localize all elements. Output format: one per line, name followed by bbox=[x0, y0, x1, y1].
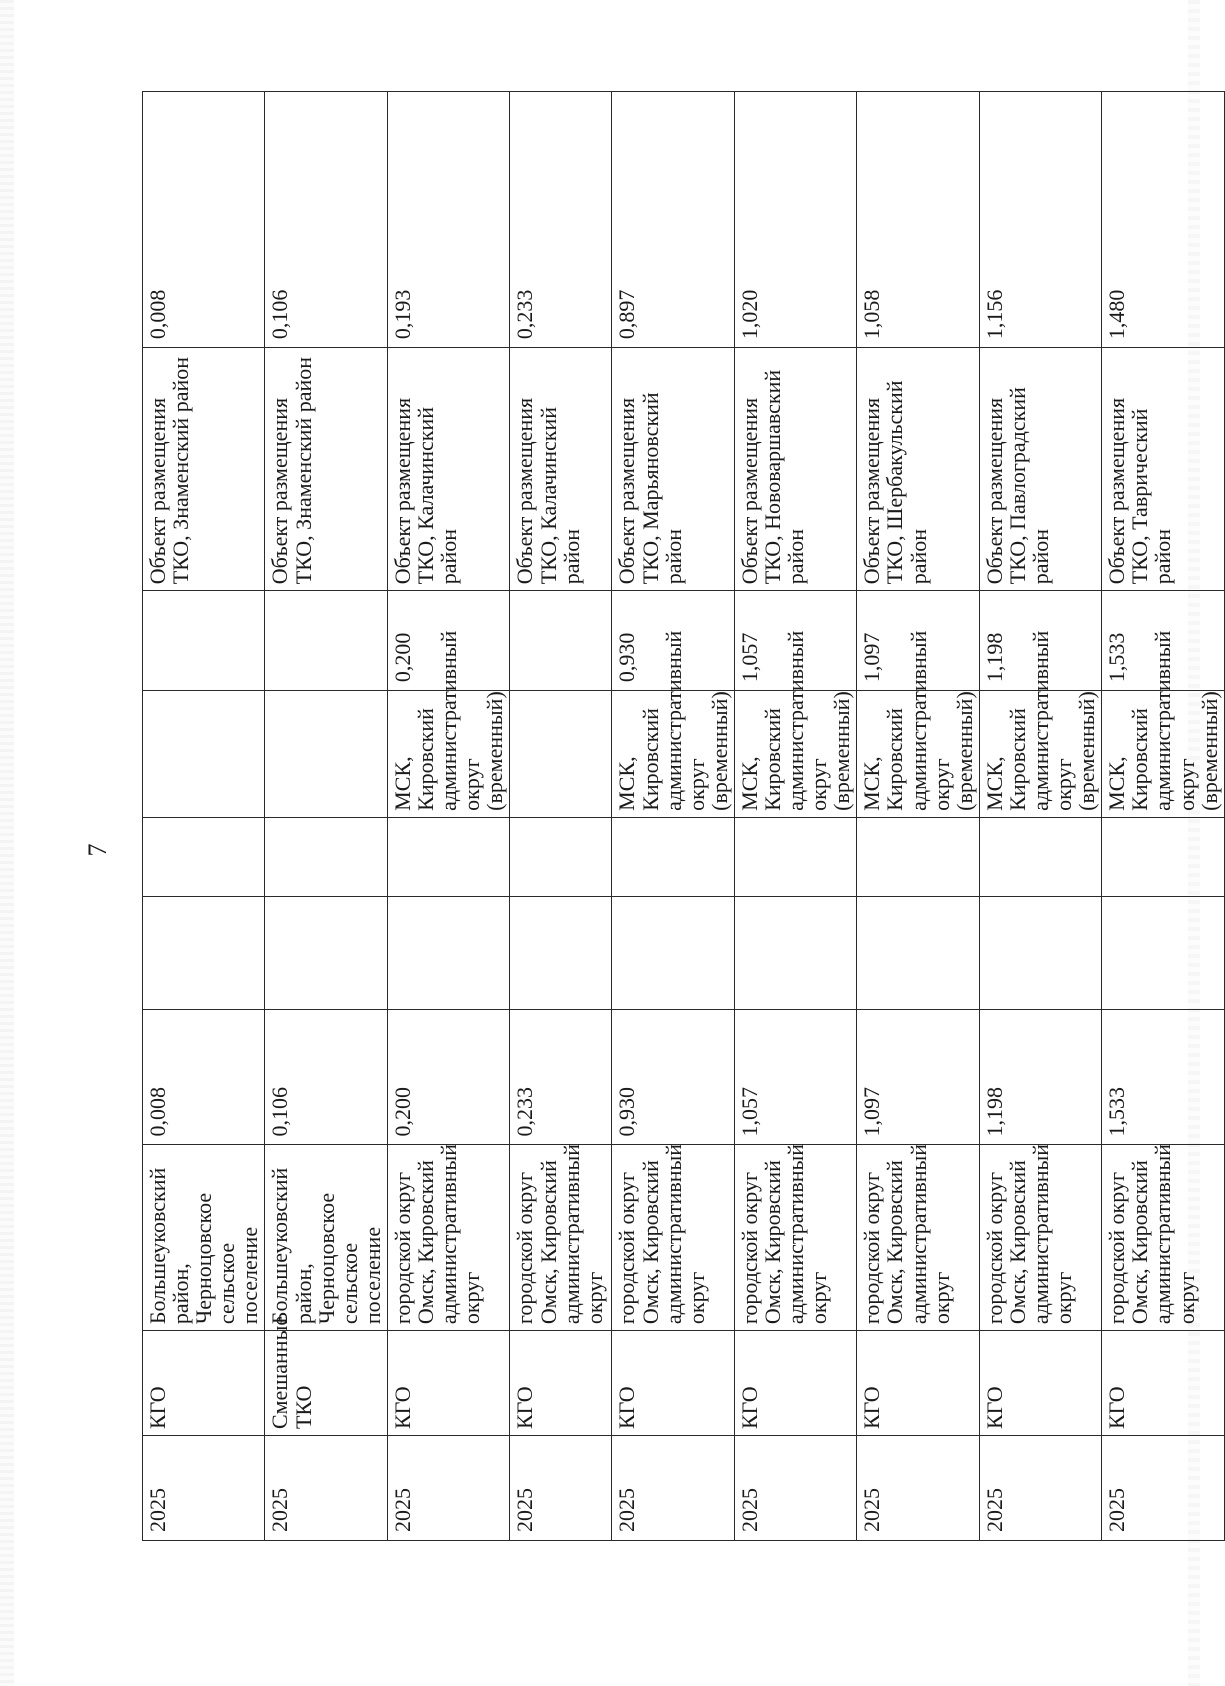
scan-edge-left bbox=[0, 0, 14, 1686]
page-number: 7 bbox=[83, 843, 112, 857]
cell-disposal-facility: Объект размещения ТКО, Знаменский район bbox=[265, 348, 387, 591]
table-row bbox=[265, 92, 387, 1541]
cell-source-location: Большеуковский район, Черноцовское сельское поселение bbox=[143, 1145, 265, 1331]
cell-blank-col-5 bbox=[1102, 897, 1224, 1010]
cell-disposal-facility: Объект размещения ТКО, Павлоградский район bbox=[979, 348, 1101, 591]
cell-disposal-facility: Объект размещения ТКО, Калачинский район bbox=[510, 348, 612, 591]
cell-blank-col-5 bbox=[734, 897, 856, 1010]
cell-blank-col-6 bbox=[510, 817, 612, 896]
cell-intermediate-volume: 0,200 bbox=[387, 591, 509, 691]
cell-intermediate-volume bbox=[143, 591, 265, 691]
cell-source-location: городской округ Омск, Кировский административный округ bbox=[1102, 1145, 1224, 1331]
cell-source-location: Большеуковский район, Черноцовское сельское поселение bbox=[265, 1145, 387, 1331]
cell-waste-type: КГО bbox=[857, 1331, 979, 1436]
cell-intermediate-facility: МСК, Кировский административный округ (временный) bbox=[1102, 691, 1224, 818]
table-row bbox=[510, 92, 612, 1541]
table-row bbox=[143, 92, 265, 1541]
cell-source-location: городской округ Омск, Кировский административный округ bbox=[979, 1145, 1101, 1331]
cell-intermediate-facility bbox=[510, 691, 612, 818]
cell-source-volume: 1,533 bbox=[1102, 1009, 1224, 1145]
cell-blank-col-6 bbox=[857, 817, 979, 896]
cell-intermediate-volume: 1,198 bbox=[979, 591, 1101, 691]
cell-intermediate-volume bbox=[510, 591, 612, 691]
cell-source-location: городской округ Омск, Кировский административный округ bbox=[734, 1145, 856, 1331]
cell-intermediate-volume: 0,930 bbox=[612, 591, 734, 691]
cell-waste-type: КГО bbox=[143, 1331, 265, 1436]
cell-disposal-volume: 1,058 bbox=[857, 92, 979, 348]
cell-intermediate-facility bbox=[143, 691, 265, 818]
cell-intermediate-facility: МСК, Кировский административный округ (временный) bbox=[387, 691, 509, 818]
cell-blank-col-5 bbox=[612, 897, 734, 1010]
cell-source-volume: 1,057 bbox=[734, 1009, 856, 1145]
cell-disposal-volume: 0,193 bbox=[387, 92, 509, 348]
cell-waste-type: КГО bbox=[1102, 1331, 1224, 1436]
cell-intermediate-facility: МСК, Кировский административный округ (временный) bbox=[734, 691, 856, 818]
cell-year: 2025 bbox=[612, 1436, 734, 1541]
cell-disposal-volume: 0,233 bbox=[510, 92, 612, 348]
cell-intermediate-volume: 1,097 bbox=[857, 591, 979, 691]
table-row bbox=[979, 92, 1101, 1541]
table-row bbox=[857, 92, 979, 1541]
cell-disposal-volume: 0,008 bbox=[143, 92, 265, 348]
cell-source-volume: 1,198 bbox=[979, 1009, 1101, 1145]
cell-intermediate-facility: МСК, Кировский административный округ (временный) bbox=[857, 691, 979, 818]
cell-source-volume: 0,200 bbox=[387, 1009, 509, 1145]
cell-intermediate-facility: МСК, Кировский административный округ (временный) bbox=[979, 691, 1101, 818]
cell-year: 2025 bbox=[387, 1436, 509, 1541]
cell-waste-type: Смешанные ТКО bbox=[265, 1331, 387, 1436]
cell-disposal-facility: Объект размещения ТКО, Марьяновский район bbox=[612, 348, 734, 591]
cell-source-volume: 0,233 bbox=[510, 1009, 612, 1145]
cell-disposal-facility: Объект размещения ТКО, Таврический район bbox=[1102, 348, 1224, 591]
cell-source-volume: 1,097 bbox=[857, 1009, 979, 1145]
cell-intermediate-volume: 1,057 bbox=[734, 591, 856, 691]
table-row bbox=[734, 92, 856, 1541]
cell-blank-col-5 bbox=[387, 897, 509, 1010]
cell-source-volume: 0,930 bbox=[612, 1009, 734, 1145]
cell-intermediate-facility: МСК, Кировский административный округ (временный) bbox=[612, 691, 734, 818]
cell-blank-col-6 bbox=[979, 817, 1101, 896]
cell-blank-col-5 bbox=[265, 897, 387, 1010]
cell-waste-type: КГО bbox=[510, 1331, 612, 1436]
cell-blank-col-6 bbox=[387, 817, 509, 896]
cell-year: 2025 bbox=[510, 1436, 612, 1541]
cell-blank-col-5 bbox=[143, 897, 265, 1010]
cell-year: 2025 bbox=[734, 1436, 856, 1541]
cell-intermediate-facility bbox=[265, 691, 387, 818]
cell-year: 2025 bbox=[143, 1436, 265, 1541]
cell-blank-col-6 bbox=[265, 817, 387, 896]
cell-blank-col-6 bbox=[143, 817, 265, 896]
cell-waste-type: КГО bbox=[612, 1331, 734, 1436]
cell-blank-col-6 bbox=[1102, 817, 1224, 896]
cell-disposal-facility: Объект размещения ТКО, Нововаршавский район bbox=[734, 348, 856, 591]
cell-source-volume: 0,008 bbox=[143, 1009, 265, 1145]
cell-blank-col-5 bbox=[979, 897, 1101, 1010]
cell-disposal-volume: 0,897 bbox=[612, 92, 734, 348]
table-body bbox=[143, 92, 1225, 1541]
cell-intermediate-volume: 1,533 bbox=[1102, 591, 1224, 691]
cell-source-volume: 0,106 bbox=[265, 1009, 387, 1145]
waste-flow-table bbox=[142, 91, 1225, 1541]
cell-source-location: городской округ Омск, Кировский административный округ bbox=[857, 1145, 979, 1331]
table-row bbox=[1102, 92, 1224, 1541]
table-row bbox=[612, 92, 734, 1541]
cell-disposal-volume: 1,156 bbox=[979, 92, 1101, 348]
cell-year: 2025 bbox=[979, 1436, 1101, 1541]
cell-waste-type: КГО bbox=[979, 1331, 1101, 1436]
rotated-table-wrapper bbox=[142, 91, 1222, 1541]
cell-disposal-facility: Объект размещения ТКО, Калачинский район bbox=[387, 348, 509, 591]
cell-year: 2025 bbox=[265, 1436, 387, 1541]
cell-disposal-volume: 1,020 bbox=[734, 92, 856, 348]
cell-waste-type: КГО bbox=[734, 1331, 856, 1436]
cell-blank-col-6 bbox=[612, 817, 734, 896]
cell-waste-type: КГО bbox=[387, 1331, 509, 1436]
cell-source-location: городской округ Омск, Кировский административный округ bbox=[510, 1145, 612, 1331]
cell-blank-col-5 bbox=[857, 897, 979, 1010]
cell-intermediate-volume bbox=[265, 591, 387, 691]
cell-blank-col-6 bbox=[734, 817, 856, 896]
cell-source-location: городской округ Омск, Кировский административный округ bbox=[612, 1145, 734, 1331]
cell-blank-col-5 bbox=[510, 897, 612, 1010]
cell-disposal-facility: Объект размещения ТКО, Шербакульский район bbox=[857, 348, 979, 591]
cell-disposal-facility: Объект размещения ТКО, Знаменский район bbox=[143, 348, 265, 591]
cell-year: 2025 bbox=[1102, 1436, 1224, 1541]
cell-source-location: городской округ Омск, Кировский административный округ bbox=[387, 1145, 509, 1331]
cell-year: 2025 bbox=[857, 1436, 979, 1541]
cell-disposal-volume: 0,106 bbox=[265, 92, 387, 348]
cell-disposal-volume: 1,480 bbox=[1102, 92, 1224, 348]
table-row bbox=[387, 92, 509, 1541]
